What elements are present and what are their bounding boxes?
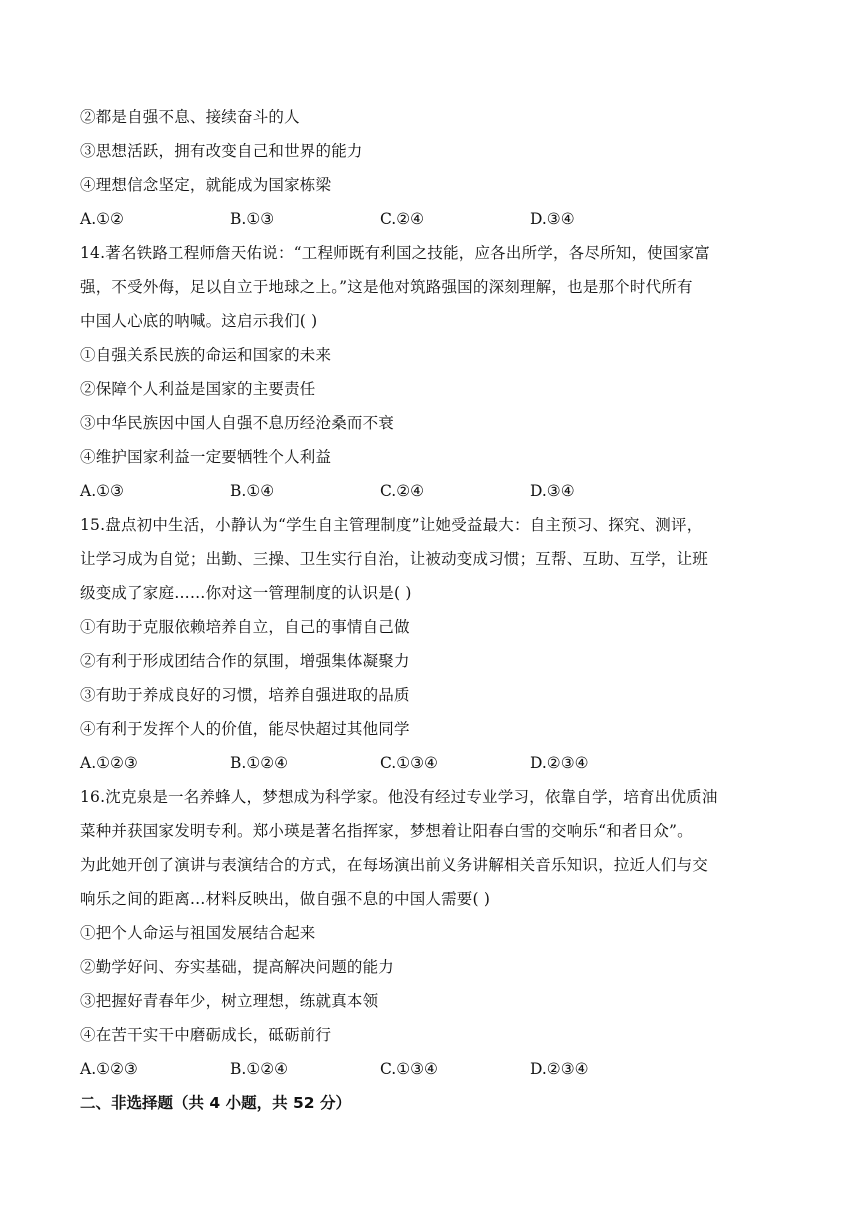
option-d: D.②③④	[530, 754, 589, 772]
question-stem-line: 15.盘点初中生活，小静认为“学生自主管理制度”让她受益最大：自主预习、探究、测评，	[80, 516, 703, 534]
question-stem-line: 响乐之间的距离…材料反映出，做自强不息的中国人需要( )	[80, 890, 491, 908]
option-b: B.①②④	[230, 1060, 289, 1078]
section-heading: 二、非选择题（共 4 小题，共 52 分）	[80, 1094, 351, 1112]
statement-2: ②都是自强不息、接续奋斗的人	[80, 108, 300, 126]
option-c: C.①③④	[380, 754, 438, 772]
option-b: B.①③	[230, 210, 275, 228]
question-stem-line: 为此她开创了演讲与表演结合的方式，在每场演出前义务讲解相关音乐知识，拉近人们与交	[80, 856, 709, 874]
answer-options	[80, 474, 780, 508]
option-d: D.②③④	[530, 1060, 589, 1078]
question-stem-line: 14.著名铁路工程师詹天佑说：“工程师既有利国之技能，应各出所学，各尽所知，使国家富	[80, 244, 710, 262]
question-16	[80, 780, 780, 1086]
answer-options	[80, 746, 780, 780]
option-b: B.①②④	[230, 754, 289, 772]
question-stem-line: 让学习成为自觉；出勤、三操、卫生实行自治，让被动变成习惯；互帮、互助、互学，让班	[80, 550, 709, 568]
option-a: A.①②	[80, 210, 124, 228]
option-d: D.③④	[530, 210, 575, 228]
question-stem-line: 强，不受外侮，足以自立于地球之上。”这是他对筑路强国的深刻理解，也是那个时代所有	[80, 278, 693, 296]
question-stem-line: 级变成了家庭……你对这一管理制度的认识是( )	[80, 584, 412, 602]
statement-3: ③中华民族因中国人自强不息历经沧桑而不衰	[80, 414, 395, 432]
option-b: B.①④	[230, 482, 275, 500]
option-c: C.①③④	[380, 1060, 438, 1078]
statement-4: ④有利于发挥个人的价值，能尽快超过其他同学	[80, 720, 410, 738]
option-c: C.②④	[380, 210, 425, 228]
statement-1: ①把个人命运与祖国发展结合起来	[80, 924, 316, 942]
statement-2: ②保障个人利益是国家的主要责任	[80, 380, 316, 398]
question-15	[80, 508, 780, 780]
option-a: A.①②③	[80, 754, 138, 772]
question-stem-line: 中国人心底的呐喊。这启示我们( )	[80, 312, 318, 330]
statement-4: ④理想信念坚定，就能成为国家栋梁	[80, 176, 332, 194]
option-c: C.②④	[380, 482, 425, 500]
question-stem-line: 菜种并获国家发明专利。郑小瑛是著名指挥家，梦想着让阳春白雪的交响乐“和者日众”。	[80, 822, 693, 840]
question-13	[80, 100, 780, 236]
question-stem-line: 16.沈克泉是一名养蜂人，梦想成为科学家。他没有经过专业学习，依靠自学，培育出优质油	[80, 788, 718, 806]
statement-1: ①有助于克服依赖培养自立，自己的事情自己做	[80, 618, 410, 636]
statement-3: ③思想活跃，拥有改变自己和世界的能力	[80, 142, 363, 160]
statement-4: ④维护国家利益一定要牺牲个人利益	[80, 448, 332, 466]
answer-options	[80, 202, 780, 236]
statement-2: ②有利于形成团结合作的氛围，增强集体凝聚力	[80, 652, 410, 670]
statement-4: ④在苦干实干中磨砺成长，砥砺前行	[80, 1026, 332, 1044]
statement-3: ③有助于养成良好的习惯，培养自强进取的品质	[80, 686, 410, 704]
option-d: D.③④	[530, 482, 575, 500]
option-a: A.①③	[80, 482, 124, 500]
option-a: A.①②③	[80, 1060, 138, 1078]
exam-page	[80, 100, 780, 1120]
answer-options	[80, 1052, 780, 1086]
statement-3: ③把握好青春年少，树立理想，练就真本领	[80, 992, 379, 1010]
statement-1: ①自强关系民族的命运和国家的未来	[80, 346, 332, 364]
question-14	[80, 236, 780, 508]
statement-2: ②勤学好问、夯实基础，提高解决问题的能力	[80, 958, 395, 976]
